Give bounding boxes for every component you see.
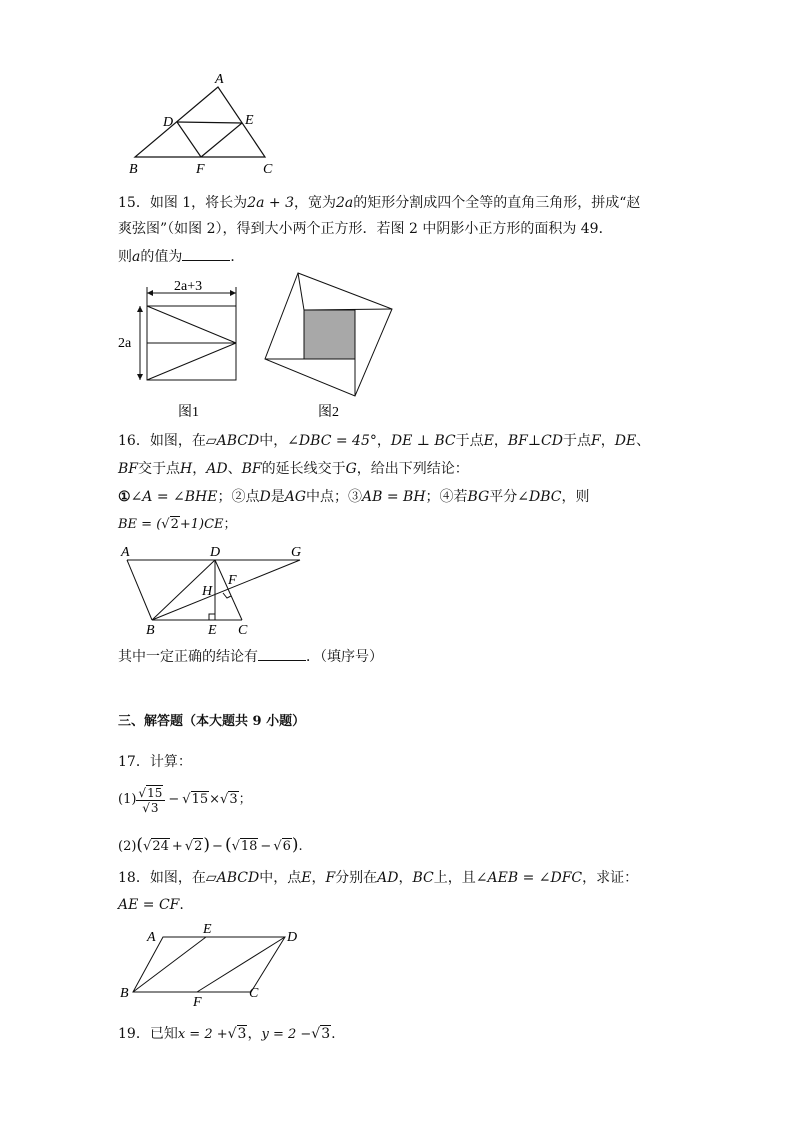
q18-line1: 18．如图，在▱ABCD中，点E，F分别在AD，BC上，且∠AEB = ∠DFC，求证： — [118, 870, 639, 886]
label-C: C — [249, 986, 259, 1001]
label-D: D — [287, 930, 298, 945]
fig1-side-label: 2a — [118, 336, 132, 351]
q16-figure — [115, 540, 315, 640]
q15-line3: 则a的值为 ． — [118, 249, 245, 265]
q16-answer-line: 其中一定正确的结论有 ．（填序号） — [118, 649, 383, 665]
q15-line2: 爽弦图”（如图 2），得到大小两个正方形．若图 2 中阴影小正方形的面积为 49． — [118, 221, 613, 237]
label-E: E — [245, 113, 254, 128]
q18-figure — [115, 920, 305, 1010]
q16-line1: 16．如图，在▱ABCD中，∠DBC = 45°，DE ⊥ BC于点E，BF⊥CD于点F，DE、 — [118, 433, 651, 449]
q17-fraction: $\frac{√15}{√3}$ — [136, 786, 165, 815]
q19-line: 19．已知x = 2 +√3，y = 2 −√3. — [118, 1026, 336, 1042]
label-A: A — [147, 930, 156, 945]
shaded-square — [304, 310, 355, 359]
label-F: F — [196, 162, 205, 177]
q18-line2: AE = CF. — [118, 897, 184, 913]
q15-number: 15． — [118, 195, 150, 211]
q16-conclusions: ①∠A = ∠BHE；②点D是AG中点；③AB = BH；④若BG平分∠DBC，则 — [118, 489, 590, 505]
fig2-caption: 图2 — [318, 405, 339, 420]
q15-width-expr: 2a — [335, 195, 354, 211]
q15-length-expr: 2a + 3 — [247, 195, 294, 211]
q17-part1: (1) $\frac{√15}{√3}$ − √15 × √3 ； — [118, 785, 252, 815]
label-D: D — [210, 545, 221, 560]
q15-line1: 15．如图 1，将长为2a + 3，宽为2a的矩形分割成四个全等的直角三角形，拼成“赵 — [118, 195, 641, 211]
triangle-figure — [125, 70, 285, 180]
q16-conclusion4-expr: BE = (√2+1)CE； — [118, 517, 237, 532]
label-A: A — [121, 545, 130, 560]
label-G: G — [291, 545, 302, 560]
label-D: D — [163, 115, 174, 130]
q17-line: 17．计算： — [118, 754, 192, 770]
q17-part2: (2)(√24 + √2) − (√18 − √6). — [118, 835, 303, 855]
fig1-top-label: 2a+3 — [174, 279, 203, 294]
section-title: 三、解答题（本大题共 9 小题） — [118, 714, 306, 729]
label-H: H — [202, 584, 213, 599]
q16-line2: BF交于点H，AD、BF的延长线交于G，给出下列结论： — [118, 461, 469, 477]
label-A: A — [215, 72, 224, 87]
label-B: B — [120, 986, 129, 1001]
fig1-caption: 图1 — [178, 405, 199, 420]
label-B: B — [146, 623, 155, 638]
label-E: E — [208, 623, 217, 638]
label-B: B — [129, 162, 138, 177]
q16-answer-blank — [258, 648, 306, 661]
q15-figures — [110, 270, 410, 422]
label-F: F — [193, 995, 202, 1010]
label-F: F — [228, 573, 237, 588]
label-E: E — [203, 922, 212, 937]
q15-answer-blank — [182, 248, 230, 261]
label-C: C — [263, 162, 273, 177]
label-C: C — [238, 623, 248, 638]
